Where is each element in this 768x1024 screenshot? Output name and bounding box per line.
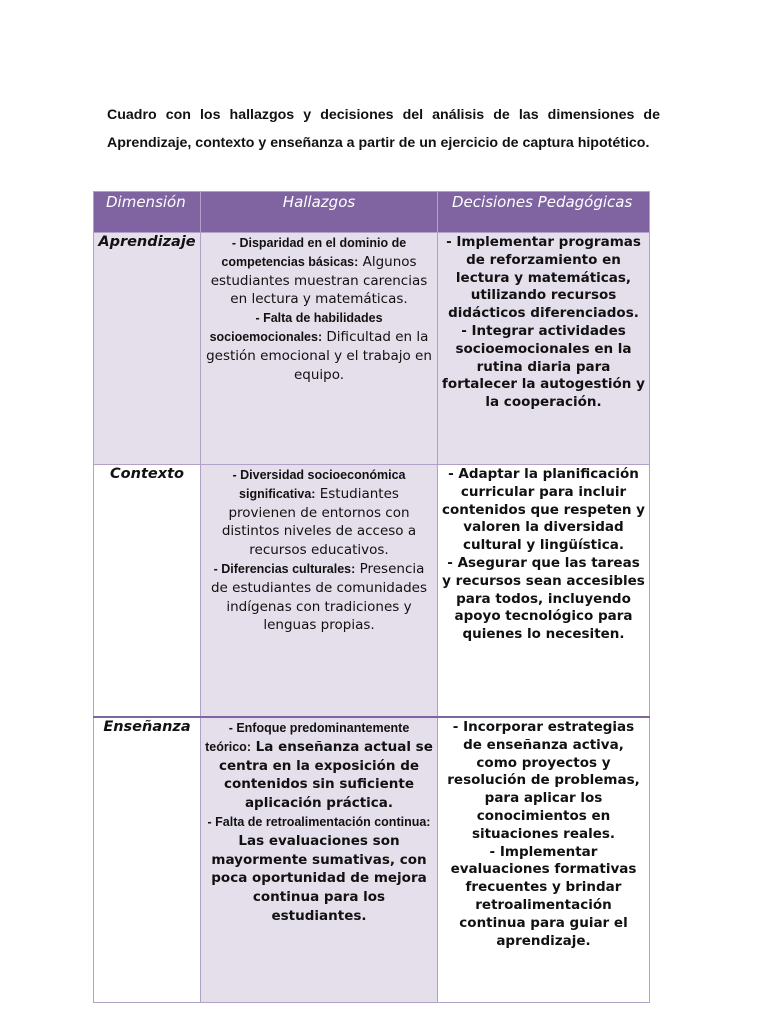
dimension-cell: Aprendizaje	[94, 233, 201, 465]
decision-item: - Asegurar que las tareas y recursos sean accesibles para todos, incluyendo apoyo tecnológico para quienes lo necesiten.	[442, 554, 645, 643]
findings-table	[93, 191, 650, 1003]
decision-item: - Implementar evaluaciones formativas frecuentes y brindar retroalimentación continua para guiar el aprendizaje.	[450, 843, 637, 949]
finding-text: La enseñanza actual se centra en la exposición de contenidos sin suficiente aplicación práctica.	[218, 738, 433, 812]
decisiones-cell	[438, 233, 650, 465]
header-dimension: Dimensión	[94, 192, 201, 233]
decision-item: - Implementar programas de reforzamiento en lectura y matemáticas, utilizando recursos didácticos diferenciados.	[446, 234, 641, 322]
decisiones-cell	[438, 465, 650, 718]
header-hallazgos: Hallazgos	[201, 192, 438, 233]
finding-label: - Disparidad en el dominio de competencias básicas:	[221, 236, 407, 269]
finding-label: - Diversidad socioeconómica significativa:	[232, 468, 406, 501]
header-decisiones: Decisiones Pedagógicas	[438, 192, 650, 233]
finding-label: - Falta de habilidades socioemocionales:	[209, 311, 383, 344]
decision-item: - Incorporar estrategias de enseñanza activa, como proyectos y resolución de problemas, para aplicar los conocimientos en situaciones reales.	[447, 719, 640, 842]
finding-item	[205, 309, 433, 384]
intro-paragraph: Cuadro con los hallazgos y decisiones del análisis de las dimensiones de Aprendizaje, contexto y enseñanza a partir de un ejercicio de captura hipotético.	[107, 107, 660, 151]
finding-item	[205, 466, 433, 560]
hallazgos-cell	[201, 717, 438, 1003]
finding-label: - Enfoque predominantemente teórico:	[205, 721, 410, 754]
dimension-cell: Contexto	[94, 465, 201, 718]
dimension-cell: Enseñanza	[94, 717, 201, 1003]
finding-label: - Diferencias culturales:	[213, 561, 356, 576]
hallazgos-cell	[201, 465, 438, 718]
finding-text: Estudiantes provienen de entornos con distintos niveles de acceso a recursos educativos.	[221, 485, 417, 559]
hallazgos-cell	[201, 233, 438, 465]
finding-item	[205, 719, 433, 813]
decisiones-cell	[438, 717, 650, 1003]
finding-text: Las evaluaciones son mayormente sumativas, con poca oportunidad de mejora continua para los estudiantes.	[211, 832, 427, 924]
table-row	[94, 717, 650, 1003]
decision-item: - Adaptar la planificación curricular para incluir contenidos que respeten y valoren la diversidad cultural y lingüística.	[442, 466, 645, 554]
table-row	[94, 233, 650, 465]
finding-text: Dificultad en la gestión emocional y el trabajo en equipo.	[206, 328, 432, 383]
header-row	[94, 192, 650, 233]
finding-item	[205, 234, 433, 309]
finding-text: Algunos estudiantes muestran carencias en lectura y matemáticas.	[210, 253, 428, 308]
finding-text: Presencia de estudiantes de comunidades indígenas con tradiciones y lenguas propias.	[210, 560, 428, 634]
finding-label: - Falta de retroalimentación continua:	[207, 814, 431, 829]
finding-item	[205, 813, 433, 926]
finding-item	[205, 560, 433, 635]
table-row	[94, 465, 650, 718]
decision-item: - Integrar actividades socioemocionales en la rutina diaria para fortalecer la autogestión y la cooperación.	[442, 322, 645, 411]
